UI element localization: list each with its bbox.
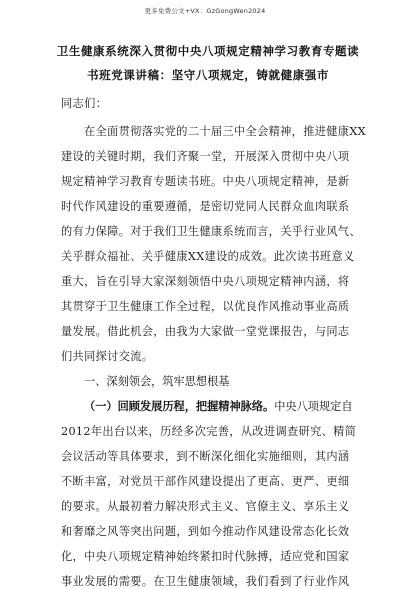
paragraph-line: 事业发展的需要。在卫生健康领域，我们看到了行业作风 [61,575,350,588]
paragraph-line: 重大，旨在引导大家深刻领悟中央八项规定精神内涵，将 [61,275,350,288]
section-heading: 一、深刻领会，筑牢思想根基 [84,375,230,388]
paragraph-line: 们共同探讨交流。 [61,350,154,363]
paragraph-line: 量发展。借此机会，由我为大家做一堂党课报告，与同志 [61,325,350,338]
paragraph-line: 和奢靡之风等突出问题，到如今推动作风建设常态化长效 [61,525,350,538]
paragraph-line: 建设的关键时期，我们齐聚一堂，开展深入贯彻中央八项 [61,150,350,163]
subsection-text: 中央八项规定自 [274,400,353,413]
header-note: 更多免费公文+VX：GzGongWen2024 [144,7,266,15]
paragraph-line: 其贯穿于卫生健康工作全过程，以优良作风推动事业高质 [61,300,350,313]
paragraph-line: 在全面贯彻落实党的二十届三中全会精神，推进健康XX [84,125,366,138]
document-title-line-1: 卫生健康系统深入贯彻中央八项规定精神学习教育专题读 [56,44,360,58]
paragraph-line: 关乎群众福祉、关乎健康XX建设的成效。此次读书班意义 [61,250,355,263]
paragraph-line: 时代作风建设的重要遵循，是密切党同人民群众血肉联系 [61,200,350,213]
paragraph-line: 不断丰富，对党员干部作风建设提出了更高、更严、更细 [61,475,350,488]
paragraph-line: 规定精神学习教育专题读书班。中央八项规定精神，是新 [61,175,350,188]
subsection-heading: （一）回顾发展历程，把握精神脉络。 [84,400,275,413]
paragraph-line: 化，中央八项规定精神始终紧扣时代脉搏，适应党和国家 [61,550,350,563]
paragraph-line: 的要求。从最初着力解决形式主义、官僚主义、享乐主义 [61,500,350,513]
paragraph-line: 2012年出台以来，历经多次完善，从改进调查研究、精简 [61,425,357,438]
subsection-line [84,398,353,414]
paragraph-line: 的有力保障。对于我们卫生健康系统而言，关乎行业风气、 [61,225,361,238]
document-title-line-2: 书班党课讲稿：坚守八项规定，铸就健康强市 [87,68,329,82]
salutation: 同志们： [61,97,108,110]
paragraph-line: 会议活动等具体要求，到不断深化细化实施细则，其内涵 [61,450,350,463]
